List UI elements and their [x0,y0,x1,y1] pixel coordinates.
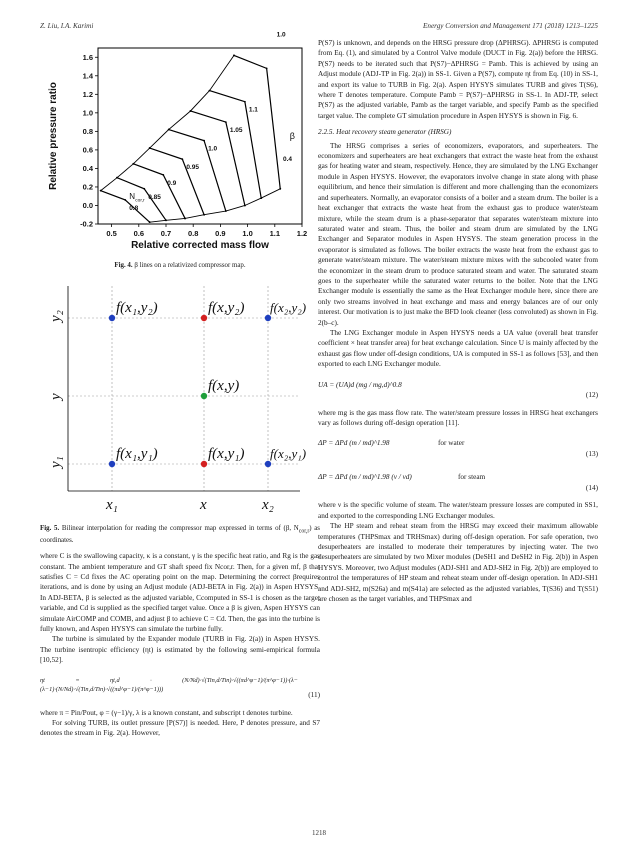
speed-label-0: 0.8 [129,204,139,212]
series-9-point-6 [260,197,262,199]
series-1-point-1 [143,188,145,190]
axis-label-x1: x₁ [106,497,118,514]
series-8-point-0 [100,190,102,192]
equation-13-note: for water [438,439,465,448]
x-tick-label-6: 1.1 [269,229,281,238]
equation-13-number: (13) [585,450,598,458]
series-9-point-7 [279,188,281,190]
beta-value-label-0: 0.4 [282,156,293,164]
speed-label-3: 0.95 [186,164,199,172]
point-x-y1 [201,461,207,467]
series-9-point-0 [149,221,151,223]
figure-5-caption-end: ) as coordinates. [40,524,320,545]
series-2-point-1 [162,174,164,176]
section-heading-hrsg: 2.2.5. Heat recovery steam generator (HRSG) [318,128,452,137]
equation-11-expression: ηt = ηt,d · (N/Nd)·√(Tin,d/Tin)·√((πd^φ−1)/(π^φ−1))·(λ−(λ−1)·(N/Nd)·√(Tin,d/Tin)·√((πd^φ−1)/(π^φ−1))) [40,676,298,693]
series-9-point-1 [165,219,167,221]
series-line-7 [234,55,280,188]
equation-12-number: (12) [585,391,598,400]
series-line-8 [101,55,234,190]
speed-symbol-sub: cor,r [135,198,145,204]
axis-label-x2: x₂ [262,497,274,514]
speed-label-6: 1.1 [248,106,258,114]
x-tick-label-3: 0.8 [187,229,199,238]
series-line-0 [101,191,150,222]
page-number: 1218 [312,829,326,837]
series-8-point-4 [168,129,170,131]
figure-5-diagram [40,276,320,518]
equation-11 [40,670,320,704]
series-8-point-3 [149,147,151,149]
right-paragraph-1: P(S7) is unknown, and depends on the HRSG pressure drop (ΔPHRSG). ΔPHRSG is computed from Eq. (1), and simulated by a Control Valve module (DUCT in Fig. 2(a)) before the HRSG. P(S7) needs to be iterated such that P(S7)−ΔPHRSG = Pamb. This is achieved by using an Adjust module (ADJ-TP in Fig. 2(a)) in SS-1. Given a P(S7), compute ηt from Eq. (10) in SS-1, and export its value to TURB in Fig. 2(a). Aspen HYSYS simulates TURB and gives T(S6), where T denotes temperature. Compute Pamb = P(S7)−ΔPHRSG in SS-1. In ADJ-TP, select P(S7) as the adjusted variable, Pamb as the target variable, and specify Pamb as the specified target value. The complete GT simulation procedure in Aspen HYSYS is shown in Fig. 6. [318,39,598,120]
series-9-point-3 [203,214,205,216]
y-tick-label-8: 1.4 [82,71,93,81]
label-f-x1-y1: f(x₁,y₁) [116,446,158,463]
axis-label-y2: y₂ [48,310,64,323]
series-line-5 [190,111,244,205]
series-9-point-5 [244,205,246,207]
figure-4-caption [40,261,320,270]
y-tick-label-4: 0.6 [82,145,93,155]
speed-label-2: 0.9 [167,179,177,187]
right-paragraph-6: The HP steam and reheat steam from the HRSG may exceed their maximum allowable temperatures (THPSmax and TRHSmax) during off-design operation. For safe operation, two desuperheaters are installed to moderate their temperatures by injecting water. The two desuperheaters are simulated by two Mixer modules (DeSH1 and DeSH2 in Fig. 2(b)) in Aspen HYSYS. Moreover, two Adjust modules (ADJ-SH1 and ADJ-SH2 in Fig. 2(b)) are employed to control the temperatures of HP steam and reheat steam under off-design operation. In ADJ-SH1 and ADJ-SH2, m(S26a) and m(S41a) are selected as the adjusted variables, T(S36) and T(S51) are chosen as the target variables, and THPSmax and [318,522,598,604]
series-9-point-4 [225,210,227,212]
x-tick-label-0: 0.5 [106,229,117,238]
figure-4-caption-text: β lines on a relativized compressor map. [134,262,246,270]
series-7-point-1 [266,67,268,69]
label-f-x-y: f(x,y) [208,378,240,395]
right-paragraph-4: where mg is the gas mass flow rate. The water/steam pressure losses in HRSG heat exchangers vary as follows during off-design operation [11]. [318,408,598,427]
speed-label-5: 1.05 [229,127,243,135]
header-journal: Energy Conversion and Management 171 (2018) 1213–1225 [422,22,598,30]
point-x-y [201,393,207,399]
x-axis-label: Relative corrected mass flow [131,240,269,251]
series-5-point-1 [225,121,227,123]
label-f-x-y1: f(x,y₁) [208,446,245,463]
speed-label-1: 0.85 [148,193,161,201]
equation-13 [318,432,598,462]
speed-symbol: N [129,191,136,201]
axis-label-y1: y₁ [48,456,64,469]
right-paragraph-5: where ν is the specific volume of steam. The water/steam pressure losses are computed in SS1, and exported to the corresponding LNG Exchanger modules. [318,501,598,520]
beta-label: β [289,130,295,141]
equation-12 [318,374,598,404]
axis-label-x: x [200,497,207,514]
label-f-x-y2: f(x,y₂) [208,300,245,317]
equation-14-note: for steam [458,473,486,482]
point-x-y2 [201,315,207,321]
x-tick-label-4: 0.9 [215,229,226,238]
series-4-point-1 [203,140,205,142]
equation-14-number: (14) [585,484,598,492]
label-f-x2-y1: f(x₂,y₁) [270,446,307,462]
left-column [40,31,320,739]
label-f-x2-y2: f(x₂,y₂) [270,300,307,316]
point-x2-y2 [265,315,271,321]
y-tick-label-1: 0.0 [82,200,93,210]
point-x1-y2 [109,315,115,321]
series-8-point-2 [132,163,134,165]
equation-13-expression: ΔP = ΔPd (m / md)^1.98 [318,439,390,448]
y-tick-label-7: 1.2 [82,89,93,99]
figure-4-caption-label: Fig. 4. [114,262,133,270]
left-paragraph-3: where π = Pin/Pout, φ = (γ−1)/γ, λ is a known constant, and subscript t denotes turbine. [40,708,293,717]
equation-14 [318,466,598,496]
y-tick-label-2: 0.2 [82,182,93,192]
figure-5-caption-text: Bilinear interpolation for reading the compressor map expressed in terms of (β, N [61,524,299,532]
right-column [318,38,598,604]
left-paragraph-1: where C is the swallowing capacity, κ is a constant, γ is the specific heat ratio, and Rg is the gas constant. The ambient temperature and GT shaft speed fix Ncor,r. Then, for a given mf, β that satisfies C = Cd fixes the AC operating point on the map. Determining the correct βrequires iterations, and is done by using an Adjust module (ADJ-BETA in Fig. 2(a)) in Aspen HYSYS. In ADJ-BETA, β is selected as the adjusted variable, Ccomputed in SS-1 is chosen as the target variable, and Cd is supplied as the specified target value. Once a β is given, Aspen HYSYS can simulate AirCOMP and COMB, and adjust β to achieve C = Cd. Then, the gas into the turbine is fully known, and Aspen HYSYS can simulate the turbine fully. [40,552,320,634]
equation-12-expression: UA = (UA)d (mg / mg,d)^0.8 [318,380,402,389]
point-x1-y1 [109,461,115,467]
figure-5-caption [40,524,320,545]
left-paragraph-2: The turbine is simulated by the Expander module (TURB in Fig. 2(a)) in Aspen HYSYS. The turbine isentropic efficiency (ηt) is estimated by the following semi-empirical formula [10,52]. [40,635,320,665]
figure-5-caption-sub: cor,r [298,528,310,535]
figure-5-caption-label: Fig. 5. [40,524,60,532]
series-8-point-7 [233,55,235,57]
equation-14-expression: ΔP = ΔPd (m / md)^1.98 (ν / νd) [318,473,412,482]
y-tick-label-3: 0.4 [82,163,93,173]
series-3-point-1 [181,158,183,160]
series-8-point-6 [209,90,211,92]
axis-label-y: y [48,393,64,401]
series-9-point-2 [184,218,186,220]
y-tick-label-0: -0.2 [80,219,93,229]
label-f-x1-y2: f(x₁,y₂) [116,300,158,317]
series-0-point-1 [124,199,126,201]
x-tick-label-7: 1.2 [296,229,308,238]
series-line-3 [150,148,204,215]
left-paragraph-4: For solving TURB, its outlet pressure [P(S7)] is needed. Here, P denotes pressure, and S7 denotes the stream in Fig. 2(a). However, [40,719,320,738]
series-6-point-1 [244,101,246,103]
series-8-point-1 [116,177,118,179]
right-paragraph-2: The HRSG comprises a series of economizers, evaporators, and superheaters. The economizers and superheaters are heat exchangers that extract the waste heat from the exhaust gas for heating water and steam, respectively. Hence, they are simulated by the LNG Exchanger module in Aspen HYSYS. However, the evaporators involve change in state along with phase equilibrium, and hence their simulation is different and more challenging than the economizers and superheaters. Normally, an evaporator consists of a boiler and a steam drum. The boiler is a heat exchanger that extracts the waste heat from the exhaust gas to produce water/steam mixture, while the steam drum is a phase-separator that separates water/steam mixture into saturated water and steam. Thus, the boiler and steam drum are simulated by the LNG Exchanger and Separator modules in Aspen HYSYS. The steam generation process in the evaporator is simulated as follows. The boiler extracts the waste heat from the exhaust gas to generate water/steam mixture. The water/steam mixture mixes with the subcooled water from the economizer in the steam drum to produce saturated steam and water. The saturated steam goes to the superheater while the saturated water returns to the boiler. Note that the LNG Exchanger module is essentially the same as the Heat Exchanger module here, since there are only two streams involved in heat exchange and mass and energy balances are of our only interest. Our motivation is to just make the BFD look cleaner (less convoluted) as shown in Fig. 2(b–c). [318,141,598,327]
speed-label-4: 1.0 [208,145,218,153]
header-authors: Z. Liu, I.A. Karimi [40,22,94,30]
figure-4-chart [40,31,320,256]
x-tick-label-2: 0.7 [160,229,172,238]
x-tick-label-5: 1.0 [242,229,253,238]
speed-label-7: 1.0 [276,31,286,39]
x-tick-label-1: 0.6 [133,229,145,238]
series-8-point-5 [190,110,192,112]
y-tick-label-9: 1.6 [82,52,93,62]
y-tick-label-6: 1.0 [82,108,93,118]
equation-11-number: (11) [308,691,320,700]
y-axis-label: Relative pressure ratio [48,82,59,190]
point-x2-y1 [265,461,271,467]
y-tick-label-5: 0.8 [82,126,93,136]
right-paragraph-3: The LNG Exchanger module in Aspen HYSYS needs a UA value (overall heat transfer coefficient × heat transfer area) for heat exchange calculation. Since U is mainly affected by the exhaust gas flow under off-design conditions, UA is computed in SS-1 as follows [53], and then exported to each LNG Exchanger module. [318,328,598,369]
